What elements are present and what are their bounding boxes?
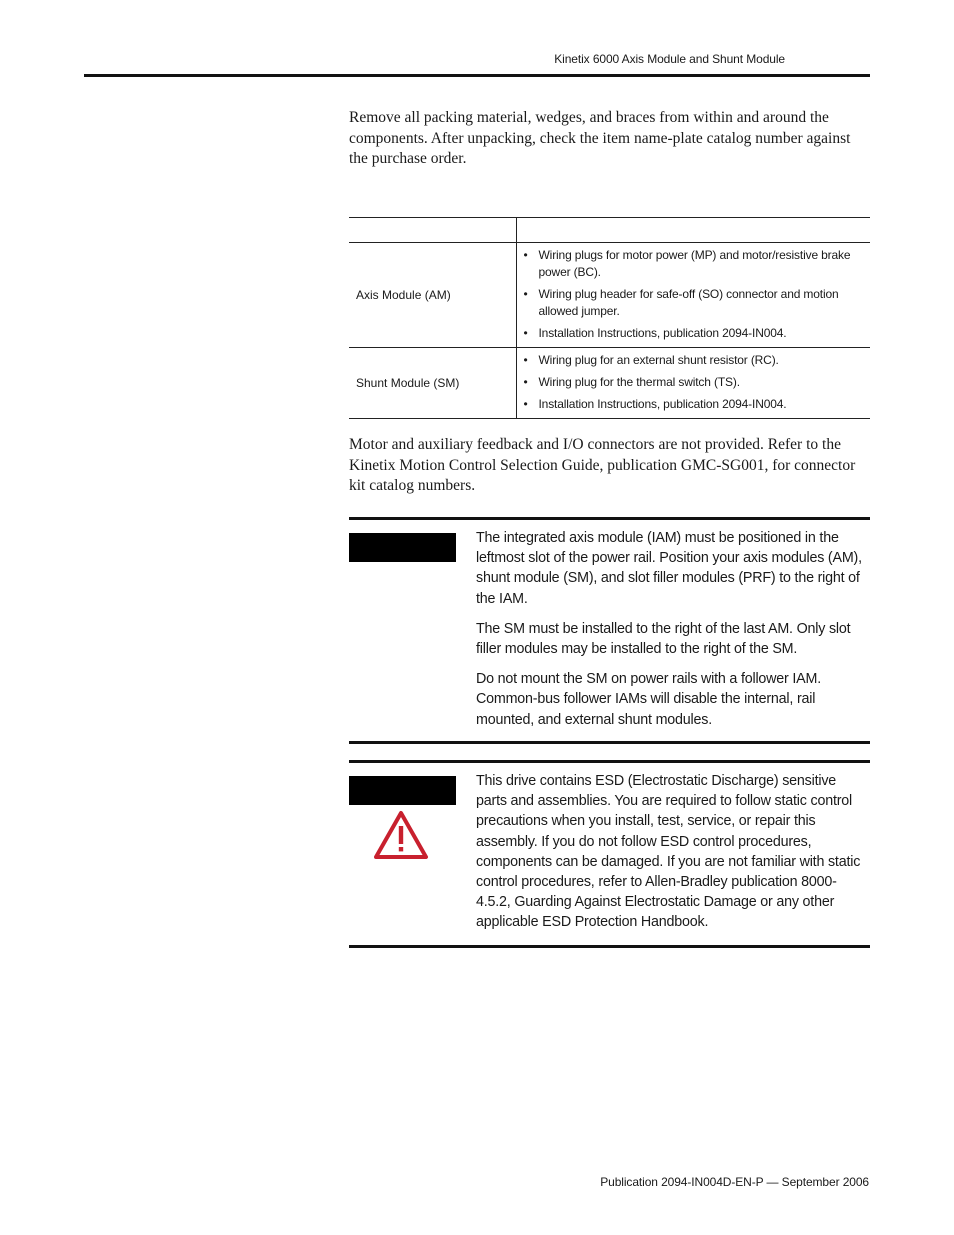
running-header: Kinetix 6000 Axis Module and Shunt Module bbox=[554, 52, 785, 66]
item-list bbox=[517, 247, 867, 342]
list-item: • Wiring plug header for safe-off (SO) connector and motion allowed jumper. bbox=[517, 286, 867, 320]
shipping-contents-table bbox=[349, 217, 870, 419]
important-paragraph: The SM must be installed to the right of the last AM. Only slot filler modules may be installed to the right of the SM. bbox=[476, 620, 851, 658]
important-callout-text bbox=[476, 528, 870, 740]
table-header-row bbox=[349, 218, 870, 243]
module-name: Axis Module (AM) bbox=[349, 243, 516, 348]
important-callout bbox=[349, 517, 870, 744]
important-paragraph: Do not mount the SM on power rails with a follower IAM. Common-bus follower IAMs will disable the internal, rail mounted, and external shunt modules. bbox=[476, 671, 821, 728]
table-row bbox=[349, 243, 870, 348]
motor-connector-note: Motor and auxiliary feedback and I/O connectors are not provided. Refer to the Kinetix Motion Control Selection Guide, publication GMC-SG001, for connector kit catalog numbers. bbox=[349, 436, 856, 495]
publication-footer: Publication 2094-IN004D-EN-P — September 2006 bbox=[600, 1175, 869, 1189]
important-label-bar bbox=[349, 533, 456, 562]
list-item: • Installation Instructions, publication 2094-IN004. bbox=[517, 396, 867, 413]
warning-triangle-icon bbox=[373, 810, 429, 860]
attention-paragraph: This drive contains ESD (Electrostatic Discharge) sensitive parts and assemblies. You are required to follow static control precautions when you install, test, service, or repair this assembly. If you do not follow ESD control procedures, components can be damaged. If you are not familiar with static control procedures, refer to Allen-Bradley publication 8000-4.5.2, Guarding Against Electrostatic Damage or any other applicable ESD Protection Handbook. bbox=[476, 773, 861, 931]
table-row bbox=[349, 348, 870, 419]
column-header-items bbox=[516, 218, 870, 243]
item-list bbox=[517, 352, 867, 413]
attention-callout-text bbox=[476, 771, 870, 943]
attention-label-bar bbox=[349, 776, 456, 805]
list-item: • Installation Instructions, publication 2094-IN004. bbox=[517, 325, 867, 342]
attention-callout bbox=[349, 760, 870, 948]
important-paragraph: The integrated axis module (IAM) must be positioned in the leftmost slot of the power rail. Position your axis modules (AM), shunt module (SM), and slot filler modules (PRF) to the right of the IAM. bbox=[476, 530, 862, 607]
list-item: • Wiring plug for the thermal switch (TS). bbox=[517, 374, 867, 391]
list-item: • Wiring plugs for motor power (MP) and motor/resistive brake power (BC). bbox=[517, 247, 867, 281]
list-item: • Wiring plug for an external shunt resistor (RC). bbox=[517, 352, 867, 369]
header-rule bbox=[84, 74, 870, 77]
module-name: Shunt Module (SM) bbox=[349, 348, 516, 419]
intro-paragraph: Remove all packing material, wedges, and braces from within and around the components. After unpacking, check the item name-plate catalog number against the purchase order. bbox=[349, 109, 851, 168]
column-header-module bbox=[349, 218, 516, 243]
